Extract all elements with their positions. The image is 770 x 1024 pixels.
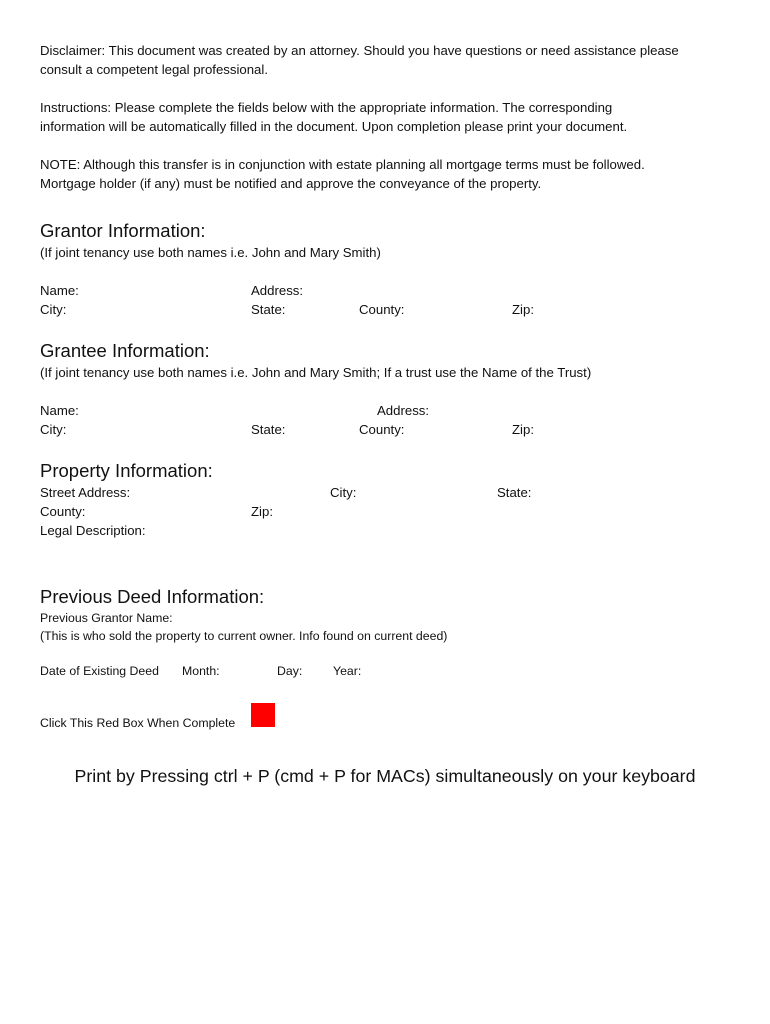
property-legal-description-label: Legal Description: xyxy=(40,523,146,538)
grantor-county-label: County: xyxy=(359,302,405,317)
property-zip-label: Zip: xyxy=(251,504,273,519)
complete-box-label: Click This Red Box When Complete xyxy=(40,716,236,730)
instructions-line-1: Instructions: Please complete the fields below with the appropriate information. The corresponding xyxy=(40,100,613,115)
grantee-city-label: City: xyxy=(40,422,67,437)
grantor-address-label: Address: xyxy=(251,283,304,298)
deed-day-label: Day: xyxy=(277,664,303,678)
grantee-name-label: Name: xyxy=(40,403,79,418)
disclaimer-line-1: Disclaimer: This document was created by an attorney. Should you have questions or need assistance please xyxy=(40,43,679,58)
note-line-1: NOTE: Although this transfer is in conjunction with estate planning all mortgage terms must be followed. xyxy=(40,157,645,172)
grantee-note: (If joint tenancy use both names i.e. John and Mary Smith; If a trust use the Name of the Trust) xyxy=(40,365,592,380)
previous-deed-heading: Previous Deed Information: xyxy=(40,586,265,607)
disclaimer-paragraph xyxy=(40,41,740,79)
deed-month-label: Month: xyxy=(182,664,220,678)
grantor-zip-label: Zip: xyxy=(512,302,534,317)
deed-year-label: Year: xyxy=(333,664,362,678)
grantor-heading: Grantor Information: xyxy=(40,220,206,241)
date-of-existing-deed-label: Date of Existing Deed xyxy=(40,664,159,678)
grantor-city-label: City: xyxy=(40,302,67,317)
previous-grantor-label: Previous Grantor Name: xyxy=(40,611,173,625)
property-state-label: State: xyxy=(497,485,532,500)
grantor-state-label: State: xyxy=(251,302,286,317)
instructions-line-2: information will be automatically filled in the document. Upon completion please print your document. xyxy=(40,119,628,134)
grantor-name-label: Name: xyxy=(40,283,79,298)
grantee-address-label: Address: xyxy=(377,403,430,418)
note-line-2: Mortgage holder (if any) must be notified and approve the conveyance of the property. xyxy=(40,176,542,191)
disclaimer-line-2: consult a competent legal professional. xyxy=(40,62,268,77)
property-county-label: County: xyxy=(40,504,86,519)
property-city-label: City: xyxy=(330,485,357,500)
previous-deed-note: (This is who sold the property to current owner. Info found on current deed) xyxy=(40,629,448,643)
grantee-state-label: State: xyxy=(251,422,286,437)
grantee-county-label: County: xyxy=(359,422,405,437)
note-paragraph xyxy=(40,155,740,193)
instructions-paragraph xyxy=(40,98,740,136)
property-heading: Property Information: xyxy=(40,460,213,481)
grantee-zip-label: Zip: xyxy=(512,422,534,437)
property-street-label: Street Address: xyxy=(40,485,131,500)
grantee-heading: Grantee Information: xyxy=(40,340,210,361)
grantor-note: (If joint tenancy use both names i.e. John and Mary Smith) xyxy=(40,245,381,260)
print-instruction: Print by Pressing ctrl + P (cmd + P for MACs) simultaneously on your keyboard xyxy=(74,766,696,786)
complete-red-box-button[interactable] xyxy=(251,703,275,727)
